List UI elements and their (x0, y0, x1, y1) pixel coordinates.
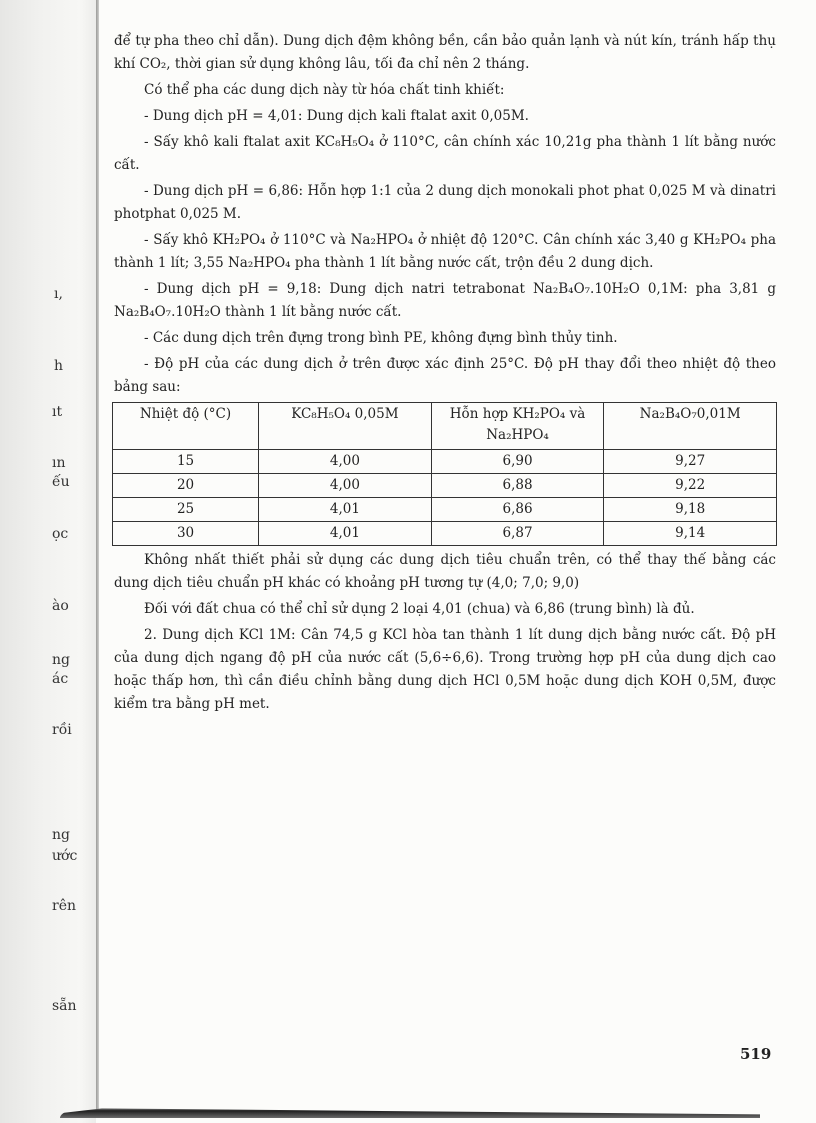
table-header-cell: KC₈H₅O₄ 0,05M (259, 403, 432, 450)
table-cell: 25 (113, 498, 259, 522)
margin-fragment: rồi (52, 722, 72, 738)
table-row (113, 522, 777, 546)
margin-fragment: ác (52, 671, 69, 687)
table-cell: 9,14 (604, 522, 777, 546)
table-row (113, 474, 777, 498)
margin-fragment: rên (52, 898, 76, 914)
margin-fragment: ın (52, 455, 66, 471)
table-cell: 4,00 (259, 450, 432, 474)
margin-fragment: ào (52, 598, 69, 614)
table-cell: 9,22 (604, 474, 777, 498)
margin-fragment: ước (52, 848, 78, 864)
table-header-row (113, 403, 777, 450)
table-cell: 6,87 (431, 522, 604, 546)
table-cell: 6,90 (431, 450, 604, 474)
paragraph: - Dung dịch pH = 6,86: Hỗn hợp 1:1 của 2 dung dịch monokali phot phat 0,025 M và dinatri photphat 0,025 M. (114, 183, 776, 222)
page-body (114, 30, 776, 719)
margin-fragment: ıt (52, 404, 63, 420)
paragraph: - Độ pH của các dung dịch ở trên được xác định 25°C. Độ pH thay đổi theo nhiệt độ theo bảng sau: (114, 356, 776, 395)
margin-fragment: ếu (52, 474, 70, 490)
paragraph: - Sấy khô KH₂PO₄ ở 110°C và Na₂HPO₄ ở nhiệt độ 120°C. Cân chính xác 3,40 g KH₂PO₄ pha thành 1 lít; 3,55 Na₂HPO₄ pha thành 1 lít bằng nước cất, trộn đều 2 dung dịch. (114, 232, 776, 271)
margin-fragment: ng (52, 827, 70, 843)
page-number: 519 (740, 1045, 772, 1063)
table-cell: 4,00 (259, 474, 432, 498)
paragraph: Có thể pha các dung dịch này từ hóa chất tinh khiết: (144, 82, 505, 98)
paragraph: để tự pha theo chỉ dẫn). Dung dịch đệm không bền, cần bảo quản lạnh và nút kín, tránh hấp thụ khí CO₂, thời gian sử dụng không lâu, tối đa chỉ nên 2 tháng. (114, 33, 776, 72)
book-spine-shadow (96, 0, 99, 1110)
table-cell: 6,86 (431, 498, 604, 522)
margin-fragment: sẵn (52, 998, 77, 1014)
margin-fragment: h (54, 358, 64, 374)
margin-fragment: ı, (54, 286, 63, 302)
paragraph: - Sấy khô kali ftalat axit KC₈H₅O₄ ở 110°C, cân chính xác 10,21g pha thành 1 lít bằng nước cất. (114, 134, 776, 173)
table-row (113, 450, 777, 474)
table-cell: 9,18 (604, 498, 777, 522)
paragraph: 2. Dung dịch KCl 1M: Cân 74,5 g KCl hòa tan thành 1 lít dung dịch bằng nước cất. Độ pH của dung dịch ngang độ pH của nước cất (5,6÷6,6). Trong trường hợp pH của dung dịch cao hoặc thấp hơn, thì cần điều chỉnh bằng dung dịch HCl 0,5M hoặc dung dịch KOH 0,5M, được kiểm tra bằng pH met. (114, 627, 776, 712)
paragraph: - Dung dịch pH = 4,01: Dung dịch kali ftalat axit 0,05M. (144, 108, 529, 124)
table-cell: 4,01 (259, 522, 432, 546)
table-cell: 4,01 (259, 498, 432, 522)
previous-page-gutter (0, 0, 96, 1123)
table-cell: 9,27 (604, 450, 777, 474)
page-bottom-edge (60, 1106, 760, 1118)
margin-fragment: ng (52, 652, 70, 668)
paragraph: - Dung dịch pH = 9,18: Dung dịch natri tetrabonat Na₂B₄O₇.10H₂O 0,1M: pha 3,81 g Na₂B₄O₇.10H₂O thành 1 lít bằng nước cất. (114, 281, 776, 320)
paragraph: Đối với đất chua có thể chỉ sử dụng 2 loại 4,01 (chua) và 6,86 (trung bình) là đủ. (144, 601, 695, 617)
table-cell: 30 (113, 522, 259, 546)
margin-fragment: ọc (52, 526, 69, 542)
table-row (113, 498, 777, 522)
paragraph: Không nhất thiết phải sử dụng các dung dịch tiêu chuẩn trên, có thể thay thế bằng các dung dịch tiêu chuẩn pH khác có khoảng pH tương tự (4,0; 7,0; 9,0) (114, 552, 776, 591)
ph-temperature-table (112, 402, 777, 546)
table-header-cell: Hỗn hợp KH₂PO₄ và Na₂HPO₄ (431, 403, 604, 450)
table-cell: 20 (113, 474, 259, 498)
table-header-cell: Na₂B₄O₇0,01M (604, 403, 777, 450)
paragraph: - Các dung dịch trên đựng trong bình PE, không đựng bình thủy tinh. (144, 330, 618, 346)
table-cell: 15 (113, 450, 259, 474)
table-cell: 6,88 (431, 474, 604, 498)
table-header-cell: Nhiệt độ (°C) (113, 403, 259, 450)
